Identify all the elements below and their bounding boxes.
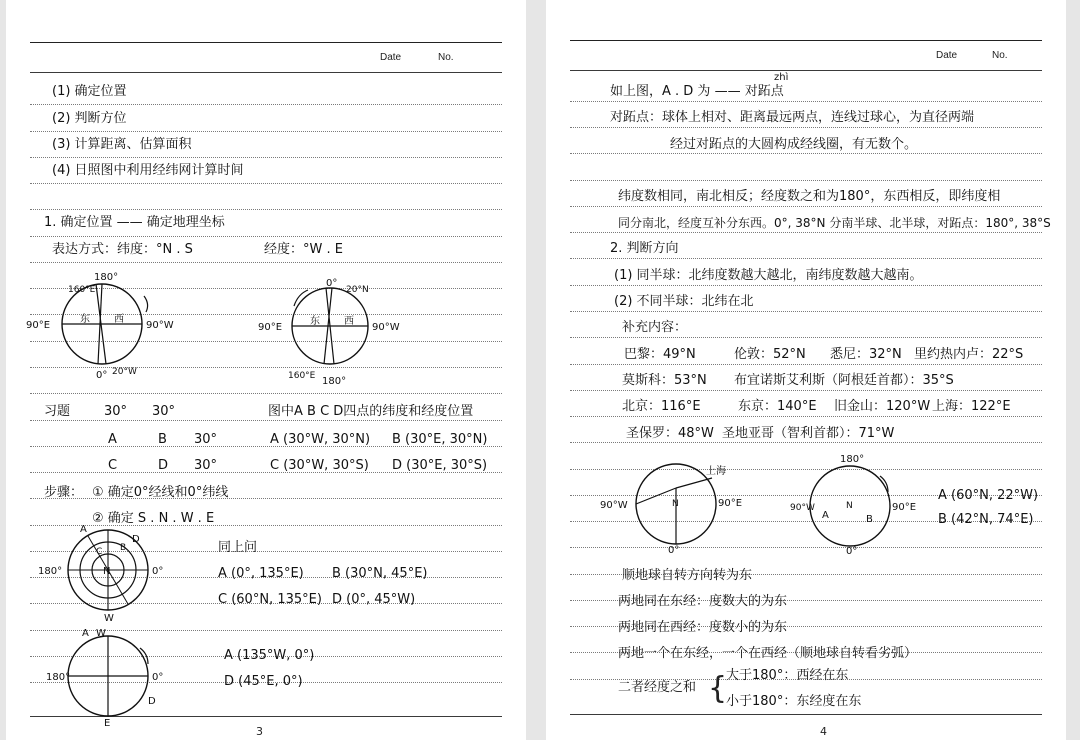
lbl-top-right: 20°N <box>346 285 369 295</box>
steps-label: 步骤： <box>44 485 84 500</box>
date-label: Date <box>380 52 402 63</box>
definition-line: 经过对跖点的大圆构成经线圈，有无数个。 <box>670 137 918 152</box>
lbl-right: 0° <box>152 566 164 577</box>
polar-diagram <box>36 518 176 622</box>
step-2: ② 确定 S . N . W . E <box>92 511 215 526</box>
lbl-right: 0° <box>152 672 164 683</box>
city-item: 旧金山：120°W <box>834 399 931 414</box>
rule-line: 二者经度之和 <box>618 680 697 695</box>
no-label: No. <box>992 50 1008 61</box>
lbl-east: 东 <box>80 314 90 325</box>
lbl-left: 90°W <box>790 503 815 513</box>
answers-title: 同上问 <box>218 540 258 555</box>
answer-a: A (60°N, 22°W) <box>938 488 1039 503</box>
polar-diagram-left <box>596 456 756 556</box>
lbl-bottom: 0° <box>668 545 680 556</box>
rule-sub: 大于180°：西经在东 <box>726 668 849 683</box>
lbl-east: 东 <box>310 316 320 327</box>
note-line: 补充内容： <box>622 320 688 335</box>
exercise-label: 习题 <box>44 404 71 419</box>
degree-label: 30° <box>152 404 176 419</box>
city-item: 伦敦：52°N <box>734 347 806 362</box>
answer-d: D (0°, 45°W) <box>332 592 416 607</box>
lbl-n: N <box>846 501 853 511</box>
note-line: 如上图，A . D 为 —— 对跖点 <box>610 84 784 99</box>
lbl-top: 180° <box>840 454 865 465</box>
lbl-n: N <box>103 566 111 577</box>
notebook-page-3 <box>6 0 526 740</box>
lbl-shanghai: 上海 <box>706 466 726 477</box>
lbl-a: A <box>822 510 829 521</box>
globe-diagram-1 <box>26 266 176 386</box>
header-underline <box>570 70 1042 71</box>
rule-line: 两地同在东经：度数大的为东 <box>618 594 788 609</box>
lbl-top: 0° <box>326 278 338 289</box>
lbl-b: B <box>120 543 127 553</box>
city-item: 东京：140°E <box>738 399 817 414</box>
city-item: 上海：122°E <box>932 399 1011 414</box>
answer-a: A (135°W, 0°) <box>224 648 315 663</box>
city-item: 莫斯科：53°N <box>622 373 707 388</box>
city-item: 布宜诺斯艾利斯（阿根廷首都）：35°S <box>734 373 954 388</box>
rule-line: 纬度数相同，南北相反；经度数之和为180°，东西相反，即纬度相 <box>618 189 1001 204</box>
rule-line: 两地同在西经：度数小的为东 <box>618 620 788 635</box>
city-item: 圣地亚哥（智利首都）：71°W <box>722 426 895 441</box>
note-line: (2) 不同半球：北纬在北 <box>614 294 754 309</box>
rule-line: 两地一个在东经，一个在西经（顺地球自转看劣弧） <box>618 646 918 661</box>
answer-b: B (42°N, 74°E) <box>938 512 1034 527</box>
page-number: 3 <box>256 725 263 738</box>
answer-b: B (30°N, 45°E) <box>332 566 428 581</box>
rule-line: 同分南北，经度互补分东西。0°, 38°N 分南半球、北半球，对跖点：180°, 38°S <box>618 216 1051 230</box>
lbl-a: A <box>82 628 89 639</box>
answer-d: D (30°E, 30°S) <box>392 458 488 473</box>
city-item: 北京：116°E <box>622 399 701 414</box>
header-rule <box>570 40 1042 41</box>
answer-a: A (30°W, 30°N) <box>270 432 371 447</box>
lbl-west: 西 <box>344 316 354 327</box>
lbl-d: D <box>132 534 140 545</box>
answer-c: C (60°N, 135°E) <box>218 592 322 607</box>
polar-diagram-right <box>784 452 924 556</box>
city-item: 圣保罗：48°W <box>626 426 714 441</box>
lbl-e: E <box>104 718 111 728</box>
section-heading: 2. 判断方向 <box>610 241 679 256</box>
lbl-bottom: W <box>104 613 114 622</box>
brace: { <box>708 671 728 706</box>
lbl-bottom: 0° <box>846 546 858 556</box>
lbl-left: 90°W <box>600 500 628 511</box>
lbl-c: C <box>96 547 103 557</box>
date-label: Date <box>936 50 958 61</box>
lbl-right: 90°W <box>146 320 174 331</box>
lbl-n: N <box>672 499 679 509</box>
note-line: 表达方式：纬度：°N . S <box>52 242 193 257</box>
list-item: (3) 计算距离、估算面积 <box>52 137 192 152</box>
page-number: 4 <box>820 725 827 738</box>
degree-label: 30° <box>194 432 218 447</box>
point-label: D <box>158 458 169 473</box>
header-rule <box>30 42 502 43</box>
note-line: (1) 同半球：北纬度数越大越北，南纬度数越大越南。 <box>614 268 923 283</box>
lbl-top-left: 160°E <box>68 285 96 295</box>
pinyin-note: zhì <box>774 72 789 83</box>
lbl-right: 90°E <box>718 498 743 509</box>
lbl-top: 180° <box>94 272 119 283</box>
point-label: B <box>158 432 167 447</box>
answer-c: C (30°W, 30°S) <box>270 458 369 473</box>
header-underline <box>30 72 502 73</box>
lbl-bottom: 180° <box>322 376 347 387</box>
lbl-bottom-right: 20°W <box>112 367 137 377</box>
lbl-b: B <box>866 514 873 525</box>
lbl-right: 90°W <box>372 322 400 333</box>
lbl-left: 180° <box>38 566 63 577</box>
lbl-left: 90°E <box>26 320 51 331</box>
lbl-left: 180° <box>46 672 71 683</box>
answer-d: D (45°E, 0°) <box>224 674 303 689</box>
answer-a: A (0°, 135°E) <box>218 566 304 581</box>
note-line: 经度：°W . E <box>264 242 343 257</box>
lbl-d: D <box>148 696 156 707</box>
exercise-question: 图中A B C D四点的纬度和经度位置 <box>268 404 474 419</box>
notebook-page-4 <box>546 0 1066 740</box>
rule-line: 顺地球自转方向转为东 <box>622 568 753 583</box>
lbl-left: 90°E <box>258 322 283 333</box>
rule-sub: 小于180°：东经度在东 <box>726 694 862 709</box>
no-label: No. <box>438 52 454 63</box>
degree-label: 30° <box>194 458 218 473</box>
degree-label: 30° <box>104 404 128 419</box>
answer-b: B (30°E, 30°N) <box>392 432 488 447</box>
point-label: A <box>108 432 117 447</box>
lbl-bottom: 0° <box>96 370 108 381</box>
city-item: 悉尼：32°N <box>830 347 902 362</box>
point-label: C <box>108 458 118 473</box>
list-item: (1) 确定位置 <box>52 84 127 99</box>
lbl-west: 西 <box>114 314 124 325</box>
grid-globe-diagram <box>36 624 176 728</box>
lbl-w: W <box>96 628 106 639</box>
definition-line: 对跖点：球体上相对、距离最远两点，连线过球心，为直径两端 <box>610 110 975 125</box>
lbl-bottom-left: 160°E <box>288 371 316 381</box>
list-item: (2) 判断方位 <box>52 111 127 126</box>
globe-diagram-2 <box>254 276 404 388</box>
step-1: ① 确定0°经线和0°纬线 <box>92 485 229 500</box>
list-item: (4) 日照图中利用经纬网计算时间 <box>52 163 244 178</box>
lbl-right: 90°E <box>892 502 917 513</box>
city-item: 里约热内卢：22°S <box>914 347 1024 362</box>
city-item: 巴黎：49°N <box>624 347 696 362</box>
lbl-a: A <box>80 524 87 535</box>
section-heading: 1. 确定位置 —— 确定地理坐标 <box>44 215 225 230</box>
